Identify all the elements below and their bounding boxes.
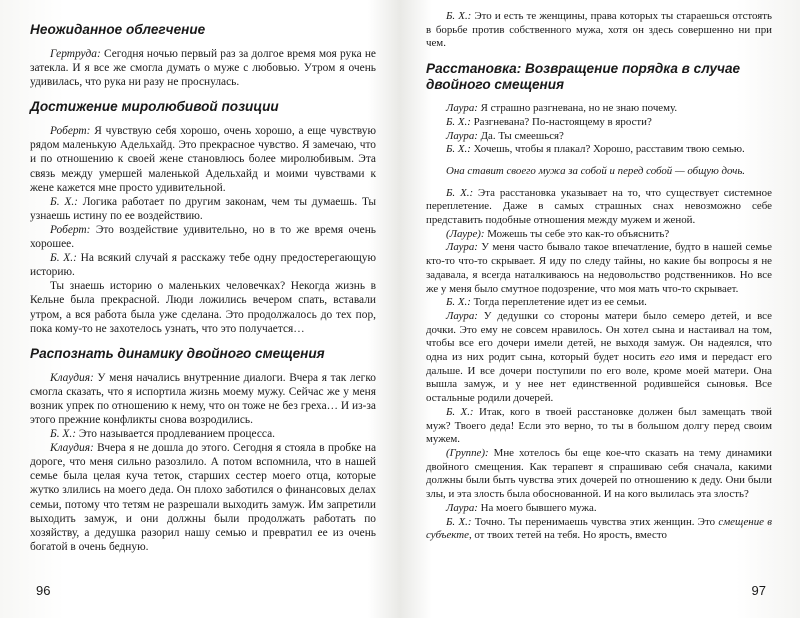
- speaker: Клаудия:: [50, 442, 94, 455]
- speech-text: Разгневана? По-настоящему в ярости?: [470, 115, 652, 128]
- speech-text: Тогда переплетение идет из ее семьи.: [470, 296, 647, 309]
- speaker: Б. Х.:: [446, 405, 474, 418]
- paragraph: [426, 241, 772, 296]
- speaker: (Лауре):: [446, 227, 485, 240]
- speech-text: На всякий случай я расскажу тебе одну предостерегающую историю.: [30, 252, 376, 279]
- paragraph: [426, 10, 772, 51]
- speaker: Б. Х.:: [50, 252, 77, 265]
- speech-text: У дедушки со стороны матери было семеро детей, и все дочки. Это ему не совсем нравилось. Он хотел сына и настаивал на том, чтобы все его дочери имели детей, не выходя замуж. Он надеялся, что одна из них родит сына, который будет носить: [426, 309, 772, 364]
- paragraph: [426, 516, 772, 543]
- speaker: Б. Х.:: [446, 115, 471, 128]
- paragraph: [426, 143, 772, 157]
- paragraph: [426, 116, 772, 130]
- speaker: Б. Х.:: [446, 515, 472, 528]
- speech-text: Это называется продлеванием процесса.: [76, 428, 276, 441]
- speaker: Б. Х.:: [446, 296, 471, 309]
- paragraph: [426, 447, 772, 502]
- speech-text: Это воздействие удивительно, но в то же время очень хорошее.: [30, 223, 376, 251]
- left-page: [30, 10, 376, 608]
- paragraph: [30, 441, 376, 554]
- emphasis: его: [659, 351, 675, 364]
- speaker: Лаура:: [446, 241, 478, 254]
- paragraph: [426, 296, 772, 310]
- stage-direction: Она ставит своего мужа за собой и перед собой — общую дочь.: [446, 164, 746, 177]
- paragraph: [30, 223, 376, 251]
- speech-text: Хочешь, чтобы я плакал? Хорошо, расставим твою семью.: [470, 143, 745, 156]
- emphasis: смещение в субъекте: [426, 515, 773, 542]
- speaker: Роберт:: [50, 125, 91, 138]
- paragraph: [426, 102, 772, 116]
- paragraph: [30, 251, 376, 279]
- paragraph: [30, 371, 376, 427]
- speech-text: Итак, кого в твоей расстановке должен был замещать твой муж? Твоего деда! Если это верно, то ты в большом долгу перед своим мужем.: [426, 405, 773, 446]
- paragraph: [426, 502, 772, 516]
- speech-text: Это и есть те женщины, права которых ты стараешься отстоять в борьбе против собственного мужа, хотя он здесь совершенно ни при чем.: [426, 10, 772, 50]
- speech-text: Эта расстановка указывает на то, что существует системное переплетение. Даже в самых страшных снах невозможно себе представить подобные отношения между мужем и женой.: [426, 186, 772, 227]
- speaker: Гертруда:: [50, 48, 101, 60]
- paragraph: [426, 406, 772, 447]
- section-heading-peaceful-position: Достижение миролюбивой позиции: [30, 99, 279, 115]
- paragraph: [426, 228, 772, 242]
- speech-text: У меня часто бывало такое впечатление, будто в нашей семье кто-то что-то скрывает. Я иду по следу тайны, но какие бы вопросы я не задавала, я всегда наталкиваюсь на недовольство родственников. Но все же у меня было смутное подозрение, что моя мать что-то скрывает.: [426, 241, 772, 295]
- speaker: (Группе):: [446, 446, 489, 459]
- speaker: Лаура:: [446, 501, 478, 514]
- speech-text: Можешь ты себе это как-то объяснить?: [484, 227, 670, 240]
- paragraph: [426, 130, 772, 144]
- speech-text: На моего бывшего мужа.: [477, 501, 597, 514]
- paragraph: [30, 47, 376, 89]
- speaker: Лаура:: [446, 129, 478, 142]
- speaker: Б. Х.:: [446, 10, 472, 22]
- paragraph: [30, 427, 376, 441]
- speech-text: У меня начались внутренние диалоги. Вчера я так легко смогла сказать, что я испортила жизнь моему мужу. Сейчас же у меня возник упрек по отношению к нему, что он тоже не без греха… И из-за этого прежние конфликты снова возродились.: [30, 371, 376, 426]
- section-heading-unexpected-relief: Неожиданное облегчение: [30, 22, 206, 37]
- section-heading-constellation: Расстановка: Возвращение порядка в случае двойного смещения: [426, 61, 741, 93]
- speaker: Клаудия:: [50, 371, 94, 384]
- speech-text: Мне хотелось бы еще кое-что сказать на тему динамики двойного смещения. Как терапевт я спрашиваю себя сначала, какими должны были быть чувства этих дочерей по отношению к деду. Они были злы, и эта злость была обоснованной. И на кого вылилась эта злость?: [426, 446, 772, 501]
- paragraph: [426, 187, 772, 228]
- paragraph: [426, 310, 772, 406]
- speech-text: Я страшно разгневана, но не знаю почему.: [477, 102, 678, 115]
- speech-text: , от твоих тетей на тебя. Но ярость, вместо: [468, 529, 667, 542]
- speech-text: Сегодня ночью первый раз за долгое время моя рука не затекла. И я все же смогла думать о муже с любовью. Утром я очень удивилась, что рука ни разу не проснулась.: [30, 48, 376, 89]
- speaker: Б. Х.:: [446, 186, 474, 199]
- speech-text: Я чувствую себя хорошо, очень хорошо, а еще чувствую рядом маленькую Адельхайд. Это прекрасное чувство. Я замечаю, что и по отношению к своей жене становлюсь более миролюбивым. Эта связь между умершей маленькой Адельхайд и моими чувствами к жене кажется мне просто удивительной.: [30, 125, 376, 194]
- speaker: Б. Х.:: [50, 428, 77, 441]
- speaker: Б. Х.:: [50, 195, 78, 208]
- speaker: Б. Х.:: [446, 143, 471, 156]
- paragraph: [30, 124, 376, 194]
- speaker: Лаура:: [446, 309, 478, 322]
- speech-text: Логика работает по другим законам, чем ты думаешь. Ты узнаешь истину по ее воздействию.: [30, 195, 377, 222]
- section-heading-double-displacement: Распознать динамику двойного смещения: [30, 345, 325, 361]
- speaker: Лаура:: [446, 102, 478, 115]
- speech-text: Да. Ты смеешься?: [477, 129, 564, 142]
- page-number: 97: [751, 583, 766, 599]
- speech-text: Ты знаешь историю о маленьких человечках? Некогда жизнь в Кельне была прекрасной. Люди ложились вечером спать, вставали утром, а вся работа была уже сделана. Это продолжалось до тех пор, пока кому-то не захотелось узнать, что это получается…: [30, 280, 376, 335]
- page-number: 96: [36, 582, 51, 598]
- paragraph: [30, 195, 376, 223]
- speech-text: Вчера я не дошла до этого. Сегодня я стояла в пробке на дороге, что меня сильно разозлило. А потом вспомнила, что в нашей семье была целая куча теток, старших сестер моего отца, которые жутко злились на моего деда. Он плохо заботился о финансовых делах семьи, потому что тетям не разрешали выходить замуж. Им запретили выходить замуж, и они должны были продолжать работать по хозяйству, а дедушка разорил нашу семью и превратил ее из очень богатой в очень бедную.: [30, 442, 376, 553]
- speech-text: Точно. Ты перенимаешь чувства этих женщин. Это: [471, 515, 719, 528]
- speaker: Роберт:: [50, 223, 91, 236]
- speech-text: имя и передаст его дальше. И все дочери поступили по его воле, кроме моей матери. Она вышла замуж, и у нее нет единственной родившейся сыновья. Все остальные родили дочерей.: [426, 351, 772, 405]
- right-page: [426, 10, 772, 608]
- paragraph: [30, 279, 376, 335]
